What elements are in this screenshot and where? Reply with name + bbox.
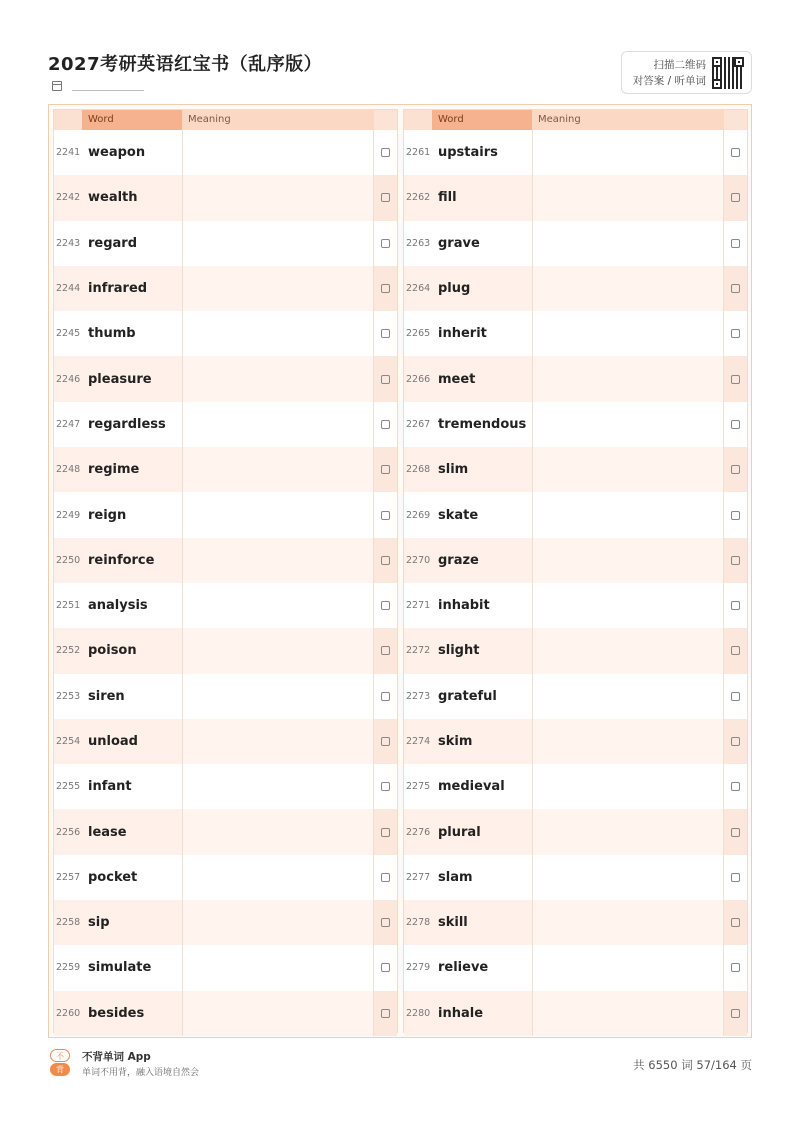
check-cell (724, 311, 747, 356)
meaning-field[interactable] (182, 809, 374, 854)
app-logo (50, 1049, 72, 1077)
word-number: 2264 (406, 283, 431, 295)
word-text: siren (88, 688, 125, 704)
word-text: pocket (88, 869, 138, 885)
word-number: 2271 (406, 600, 431, 612)
meaning-field[interactable] (532, 674, 724, 719)
checkbox[interactable] (731, 239, 740, 248)
word-row (54, 945, 397, 990)
checkbox[interactable] (381, 465, 390, 474)
check-cell (374, 221, 397, 266)
check-cell (374, 583, 397, 628)
meaning-field[interactable] (182, 175, 374, 220)
meaning-field[interactable] (532, 945, 724, 990)
meaning-field[interactable] (182, 221, 374, 266)
word-number: 2247 (56, 418, 81, 430)
word-row (54, 402, 397, 447)
word-row (404, 991, 747, 1036)
word-text: tremendous (438, 416, 527, 432)
word-row (54, 221, 397, 266)
check-cell (724, 628, 747, 673)
word-number: 2268 (406, 464, 431, 476)
word-number: 2246 (56, 373, 81, 385)
meaning-field[interactable] (182, 130, 374, 175)
word-row (404, 719, 747, 764)
word-row (404, 583, 747, 628)
meaning-field[interactable] (532, 175, 724, 220)
meaning-field[interactable] (532, 809, 724, 854)
word-number: 2278 (406, 917, 431, 929)
word-row (54, 809, 397, 854)
check-cell (374, 945, 397, 990)
check-cell (374, 900, 397, 945)
check-cell (374, 356, 397, 401)
word-number: 2251 (56, 600, 81, 612)
check-cell (374, 266, 397, 311)
word-number: 2269 (406, 509, 431, 521)
word-row (54, 674, 397, 719)
word-text: inhabit (438, 598, 490, 614)
check-cell (374, 809, 397, 854)
word-number: 2248 (56, 464, 81, 476)
word-row (404, 855, 747, 900)
check-cell (724, 130, 747, 175)
word-row (404, 266, 747, 311)
check-cell (374, 991, 397, 1036)
check-cell (724, 764, 747, 809)
word-row (54, 538, 397, 583)
word-number: 2258 (56, 917, 81, 929)
word-sheet (48, 104, 752, 1038)
check-cell (374, 311, 397, 356)
word-number: 2261 (406, 147, 431, 159)
calendar-icon (52, 81, 62, 91)
word-row (404, 402, 747, 447)
word-number: 2256 (56, 826, 81, 838)
checkbox[interactable] (731, 782, 740, 791)
meaning-field[interactable] (532, 130, 724, 175)
page-title: 2027考研英语红宝书（乱序版） (48, 54, 323, 75)
check-cell (724, 945, 747, 990)
word-text: plural (438, 824, 481, 840)
meaning-field[interactable] (532, 991, 724, 1036)
word-text: sip (88, 915, 110, 931)
meaning-field[interactable] (182, 356, 374, 401)
check-cell (374, 628, 397, 673)
checkbox[interactable] (381, 692, 390, 701)
qr-code-icon[interactable] (712, 57, 744, 89)
check-cell (724, 719, 747, 764)
checkbox[interactable] (731, 556, 740, 565)
word-text: medieval (438, 779, 505, 795)
word-text: meet (438, 371, 476, 387)
meaning-field[interactable] (532, 628, 724, 673)
word-number: 2249 (56, 509, 81, 521)
check-cell (374, 447, 397, 492)
word-row (404, 356, 747, 401)
word-number: 2254 (56, 736, 81, 747)
word-text: unload (88, 734, 138, 749)
header-number-cell (54, 110, 82, 130)
meaning-field[interactable] (532, 402, 724, 447)
word-number: 2252 (56, 645, 81, 657)
checkbox[interactable] (731, 329, 740, 338)
check-cell (724, 492, 747, 537)
checkbox[interactable] (731, 465, 740, 474)
checkbox[interactable] (381, 284, 390, 293)
meaning-field[interactable] (182, 583, 374, 628)
logo-bottom: 背 (50, 1063, 70, 1076)
date-field[interactable] (52, 80, 144, 91)
checkbox[interactable] (731, 918, 740, 927)
word-row (404, 175, 747, 220)
word-text: skill (438, 915, 468, 931)
word-row (404, 900, 747, 945)
meaning-field[interactable] (182, 447, 374, 492)
word-row (404, 628, 747, 673)
check-cell (724, 900, 747, 945)
check-cell (724, 402, 747, 447)
qr-line-1: 扫描二维码 (653, 58, 706, 71)
word-row (54, 130, 397, 175)
word-number: 2276 (406, 826, 431, 838)
word-row (404, 674, 747, 719)
word-row (54, 583, 397, 628)
header-check-cell (724, 110, 747, 130)
word-text: regime (88, 462, 140, 478)
meaning-field[interactable] (182, 402, 374, 447)
word-row (54, 175, 397, 220)
checkbox[interactable] (381, 601, 390, 610)
word-row (404, 764, 747, 809)
checkbox[interactable] (381, 828, 390, 837)
word-text: slim (438, 462, 469, 478)
check-cell (374, 764, 397, 809)
word-number: 2259 (56, 962, 81, 974)
meaning-field[interactable] (532, 719, 724, 764)
check-cell (374, 674, 397, 719)
word-column-right (403, 109, 748, 1033)
meaning-field[interactable] (532, 764, 724, 809)
word-text: simulate (88, 960, 152, 976)
column-header (54, 110, 397, 130)
check-cell (724, 356, 747, 401)
word-row (54, 855, 397, 900)
checkbox[interactable] (381, 329, 390, 338)
checkbox[interactable] (381, 646, 390, 655)
meaning-field[interactable] (182, 628, 374, 673)
word-number: 2241 (56, 147, 81, 159)
word-row (54, 764, 397, 809)
word-number: 2250 (56, 554, 81, 566)
checkbox[interactable] (731, 646, 740, 655)
checkbox[interactable] (731, 375, 740, 384)
checkbox[interactable] (381, 556, 390, 565)
checkbox[interactable] (381, 873, 390, 882)
qr-line-2: 对答案 / 听单词 (632, 74, 706, 87)
qr-panel[interactable] (621, 51, 752, 94)
meaning-field[interactable] (182, 764, 374, 809)
word-row (54, 311, 397, 356)
word-number: 2265 (406, 328, 431, 340)
check-cell (724, 221, 747, 266)
word-text: weapon (88, 145, 146, 161)
checkbox[interactable] (731, 963, 740, 972)
checkbox[interactable] (381, 148, 390, 157)
meaning-field[interactable] (182, 311, 374, 356)
check-cell (724, 447, 747, 492)
word-row (54, 266, 397, 311)
word-text: slight (438, 643, 480, 659)
word-text: upstairs (438, 145, 498, 161)
word-text: slam (438, 869, 473, 885)
meaning-field[interactable] (532, 447, 724, 492)
meaning-field[interactable] (182, 674, 374, 719)
meaning-field[interactable] (182, 991, 374, 1036)
word-row (404, 447, 747, 492)
word-row (54, 719, 397, 764)
word-text: fill (438, 190, 457, 206)
header-number-cell (404, 110, 432, 130)
meaning-field[interactable] (532, 266, 724, 311)
checkbox[interactable] (731, 873, 740, 882)
word-number: 2279 (406, 962, 431, 974)
meaning-field[interactable] (532, 311, 724, 356)
word-text: analysis (88, 598, 148, 614)
word-number: 2262 (406, 192, 431, 204)
word-column-left (53, 109, 398, 1033)
checkbox[interactable] (731, 692, 740, 701)
check-cell (374, 492, 397, 537)
word-row (404, 492, 747, 537)
meaning-field[interactable] (182, 945, 374, 990)
checkbox[interactable] (381, 918, 390, 927)
word-text: wealth (88, 190, 138, 206)
meaning-field[interactable] (182, 855, 374, 900)
word-text: reign (88, 507, 127, 523)
word-text: thumb (88, 326, 136, 342)
word-text: grave (438, 235, 480, 251)
app-name: 不背单词 App (82, 1051, 151, 1063)
checkbox[interactable] (731, 828, 740, 837)
checkbox[interactable] (731, 420, 740, 429)
word-text: skim (438, 734, 473, 749)
checkbox[interactable] (731, 601, 740, 610)
header-word: Word (82, 110, 182, 130)
word-text: poison (88, 643, 137, 659)
checkbox[interactable] (381, 375, 390, 384)
word-number: 2274 (406, 736, 431, 747)
word-number: 2245 (56, 328, 81, 340)
checkbox[interactable] (381, 1009, 390, 1018)
checkbox[interactable] (381, 963, 390, 972)
check-cell (724, 266, 747, 311)
word-number: 2266 (406, 373, 431, 385)
header-meaning: Meaning (182, 110, 374, 130)
checkbox[interactable] (731, 284, 740, 293)
word-text: lease (88, 824, 127, 840)
word-row (54, 356, 397, 401)
word-number: 2267 (406, 418, 431, 430)
check-cell (724, 809, 747, 854)
checkbox[interactable] (381, 239, 390, 248)
word-row (404, 130, 747, 175)
meaning-field[interactable] (182, 719, 374, 764)
word-number: 2270 (406, 554, 431, 566)
word-number: 2260 (56, 1007, 81, 1019)
word-row (54, 628, 397, 673)
check-cell (724, 538, 747, 583)
word-number: 2273 (406, 690, 431, 702)
word-number: 2242 (56, 192, 81, 204)
word-row (54, 991, 397, 1036)
date-line[interactable] (72, 90, 144, 91)
check-cell (374, 402, 397, 447)
word-number: 2244 (56, 283, 81, 295)
checkbox[interactable] (381, 193, 390, 202)
check-cell (724, 583, 747, 628)
word-number: 2263 (406, 237, 431, 249)
check-cell (724, 991, 747, 1036)
word-number: 2280 (406, 1007, 431, 1019)
check-cell (374, 130, 397, 175)
word-row (404, 311, 747, 356)
meaning-field[interactable] (182, 266, 374, 311)
checkbox[interactable] (731, 193, 740, 202)
word-number: 2257 (56, 871, 81, 883)
word-text: infrared (88, 281, 148, 297)
header-meaning: Meaning (532, 110, 724, 130)
checkbox[interactable] (731, 511, 740, 520)
word-text: inherit (438, 326, 487, 342)
meaning-field[interactable] (182, 900, 374, 945)
header-word: Word (432, 110, 532, 130)
word-number: 2253 (56, 690, 81, 702)
check-cell (374, 175, 397, 220)
word-text: skate (438, 507, 479, 523)
meaning-field[interactable] (182, 492, 374, 537)
meaning-field[interactable] (532, 583, 724, 628)
check-cell (374, 719, 397, 764)
header-check-cell (374, 110, 397, 130)
word-text: grateful (438, 688, 497, 704)
checkbox[interactable] (731, 737, 740, 746)
meaning-field[interactable] (532, 538, 724, 583)
check-cell (724, 175, 747, 220)
app-slogan: 单词不用背，融入语境自然会 (82, 1068, 200, 1078)
word-number: 2255 (56, 781, 81, 793)
qr-caption (630, 57, 706, 89)
checkbox[interactable] (731, 1009, 740, 1018)
checkbox[interactable] (381, 782, 390, 791)
meaning-field[interactable] (182, 538, 374, 583)
word-row (404, 538, 747, 583)
check-cell (724, 674, 747, 719)
logo-top: 不 (50, 1049, 70, 1062)
word-text: pleasure (88, 371, 152, 387)
check-cell (374, 538, 397, 583)
checkbox[interactable] (381, 420, 390, 429)
checkbox[interactable] (381, 511, 390, 520)
word-text: besides (88, 1005, 145, 1021)
word-row (54, 900, 397, 945)
meaning-field[interactable] (532, 855, 724, 900)
page-info: 共 6550 词 57/164 页 (633, 1058, 752, 1072)
word-number: 2243 (56, 237, 81, 249)
word-number: 2272 (406, 645, 431, 657)
word-text: regard (88, 235, 138, 251)
word-text: graze (438, 552, 479, 568)
column-header (404, 110, 747, 130)
checkbox[interactable] (731, 148, 740, 157)
meaning-field[interactable] (532, 492, 724, 537)
meaning-field[interactable] (532, 900, 724, 945)
word-number: 2277 (406, 871, 431, 883)
meaning-field[interactable] (532, 221, 724, 266)
word-row (54, 492, 397, 537)
word-text: relieve (438, 960, 489, 976)
word-text: infant (88, 779, 132, 795)
check-cell (374, 855, 397, 900)
word-number: 2275 (406, 781, 431, 793)
word-text: plug (438, 281, 471, 297)
check-cell (724, 855, 747, 900)
word-row (404, 809, 747, 854)
word-row (54, 447, 397, 492)
meaning-field[interactable] (532, 356, 724, 401)
word-text: reinforce (88, 552, 155, 568)
word-text: regardless (88, 416, 166, 432)
word-row (404, 945, 747, 990)
word-text: inhale (438, 1005, 484, 1021)
word-row (404, 221, 747, 266)
checkbox[interactable] (381, 737, 390, 746)
